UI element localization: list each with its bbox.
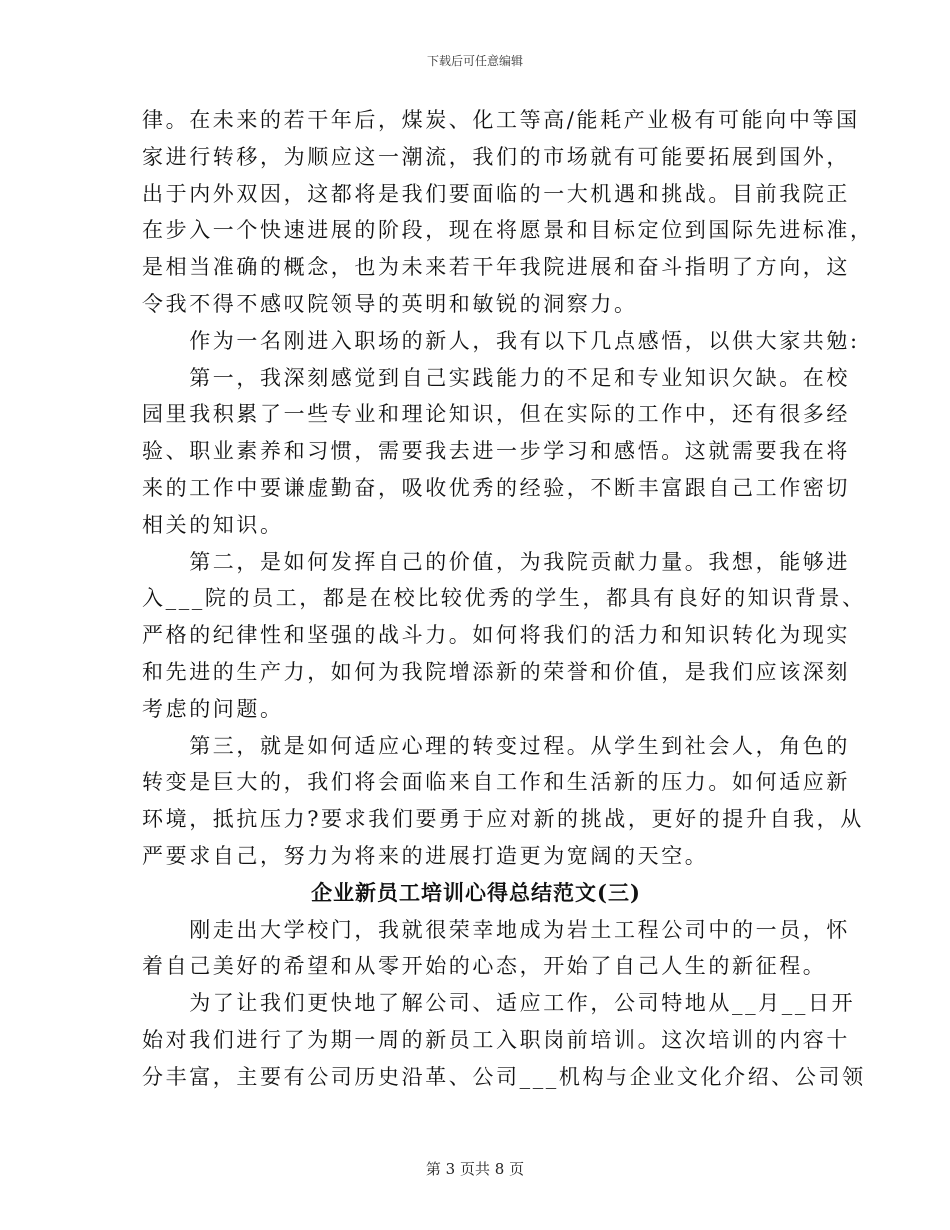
page-header: 下载后可任意编辑 — [426, 54, 523, 68]
text-line: 着自己美好的希望和从零开始的心态，开始了自己人生的新征程。 — [142, 954, 827, 979]
document-body — [142, 102, 874, 1096]
text-line: 为了让我们更快地了解公司、适应工作，公司特地从__月__日开 — [142, 991, 856, 1016]
text-line: 和先进的生产力，如何为我院增添新的荣誉和价值，是我们应该深刻 — [142, 659, 850, 684]
text-line: 出于内外双因，这都将是我们要面临的一大机遇和挑战。目前我院正 — [142, 181, 850, 206]
text-line: 在步入一个快速进展的阶段，现在将愿景和目标定位到国际先进标准， — [142, 218, 874, 243]
text-line: 入___院的员工，都是在校比较优秀的学生，都具有良好的知识背景、 — [142, 586, 866, 611]
text-line: 始对我们进行了为期一周的新员工入职岗前培训。这次培训的内容十 — [142, 1027, 850, 1052]
text-line: 家进行转移，为顺应这一潮流，我们的市场就有可能要拓展到国外， — [142, 144, 850, 169]
text-line: 分丰富，主要有公司历史沿革、公司___机构与企业文化介绍、公司领 — [142, 1064, 866, 1089]
text-line: 作为一名刚进入职场的新人，我有以下几点感悟，以供大家共勉: — [142, 328, 860, 353]
text-line: 考虑的问题。 — [142, 696, 284, 721]
page-number: 第 3 页共 8 页 — [425, 1160, 525, 1178]
text-line: 严格的纪律性和坚强的战斗力。如何将我们的活力和知识转化为现实 — [142, 623, 850, 648]
text-line: 园里我积累了一些专业和理论知识，但在实际的工作中，还有很多经 — [142, 402, 850, 427]
text-line: 律。在未来的若干年后，煤炭、化工等高/能耗产业极有可能向中等国 — [142, 108, 860, 132]
text-line: 第三，就是如何适应心理的转变过程。从学生到社会人，角色的 — [142, 733, 850, 758]
text-line: 是相当准确的概念，也为未来若干年我院进展和奋斗指明了方向，这 — [142, 255, 850, 280]
text-line: 令我不得不感叹院领导的英明和敏锐的洞察力。 — [142, 291, 638, 316]
text-line: 严要求自己，努力为将来的进展打造更为宽阔的天空。 — [142, 843, 709, 868]
text-line: 第一，我深刻感觉到自己实践能力的不足和专业知识欠缺。在校 — [142, 365, 850, 390]
text-line: 环境，抵抗压力?要求我们要勇于应对新的挑战，更好的提升自我，从 — [142, 807, 864, 832]
text-line: 转变是巨大的，我们将会面临来自工作和生活新的压力。如何适应新 — [142, 770, 850, 795]
section-title: 企业新员工培训心得总结范文(三) — [311, 879, 641, 905]
text-line: 第二，是如何发挥自己的价值，为我院贡献力量。我想，能够进 — [142, 549, 850, 574]
text-line: 来的工作中要谦虚勤奋，吸收优秀的经验，不断丰富跟自己工作密切 — [142, 475, 850, 500]
text-line: 刚走出大学校门，我就很荣幸地成为岩土工程公司中的一员，怀 — [142, 917, 850, 942]
text-line: 相关的知识。 — [142, 512, 284, 537]
text-line: 验、职业素养和习惯，需要我去进一步学习和感悟。这就需要我在将 — [142, 439, 850, 464]
